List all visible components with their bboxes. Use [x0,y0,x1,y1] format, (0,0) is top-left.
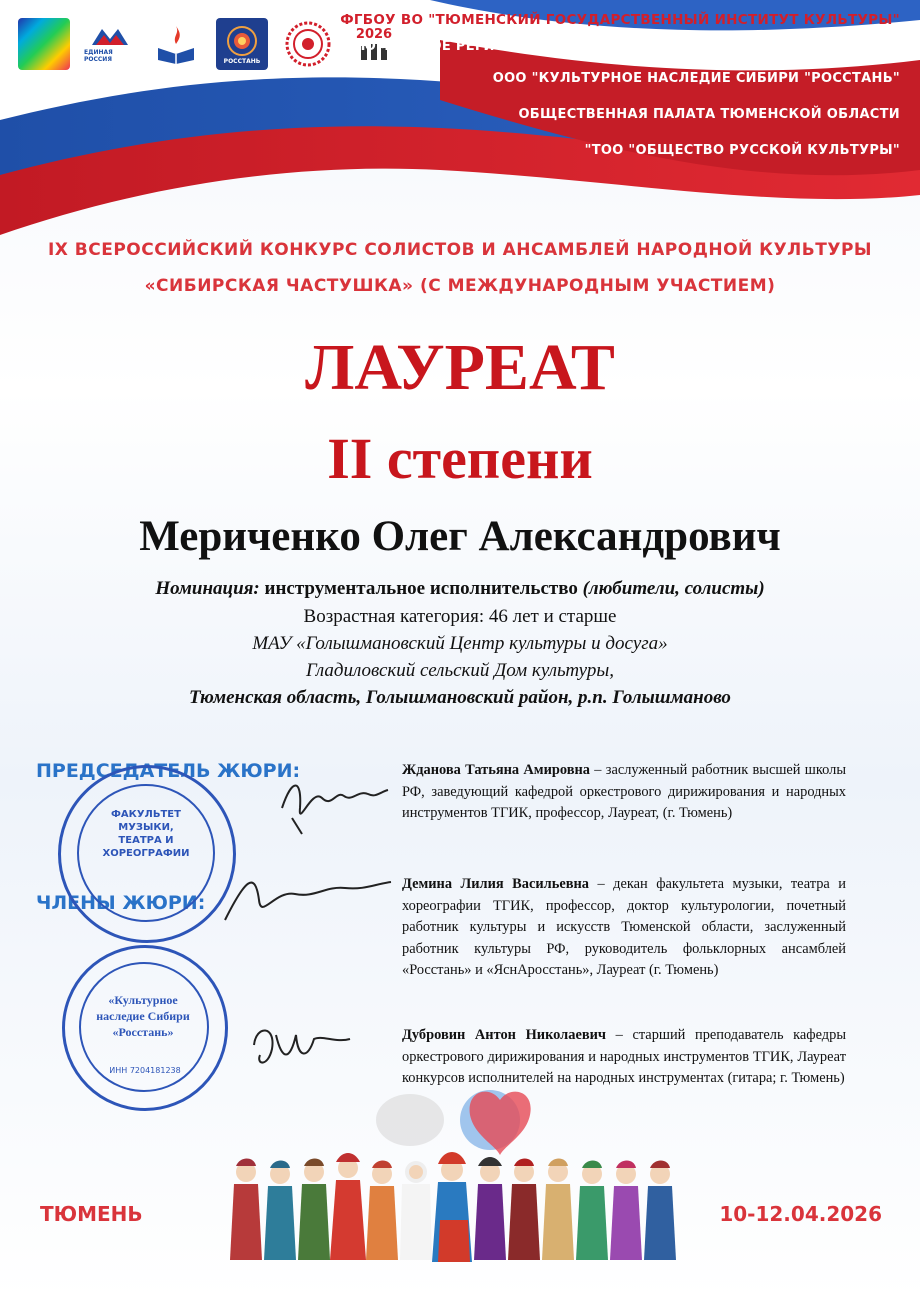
nomination-line [0,578,920,600]
nomination-value: инструментальное исполнительство [264,578,578,599]
edinaya-rossiya-logo-text: ЕДИНАЯ РОССИЯ [84,49,113,63]
book-flame-logo-icon [150,18,202,70]
signature-member-1 [215,870,395,930]
organizer-2: ТЮМЕНСКОЕ РЕГИОНАЛЬНОЕ ОТДЕЛЕНИЕ ПАРТИИ «ЕДИНАЯ РОССИЯ» [351,39,900,54]
organizer-1: ФГБОУ ВО "ТЮМЕНСКИЙ ГОСУДАРСТВЕННЫЙ ИНСТИТУТ КУЛЬТУРЫ" [340,12,900,28]
folk-dolls-illustration [222,1150,702,1270]
juror-1-description: – заслуженный работник высшей школы РФ, заведующий кафедрой оркестрового дирижирования и народных инструментов ТГИК, профессор, Лауреат, (г. Тюмень) [402,762,846,821]
branch: Гладиловский сельский Дом культуры, [306,660,614,681]
nomination-note: (любители, солисты) [582,578,765,599]
juror-1 [402,760,846,825]
rosstan-stamp-inn: ИНН 7204181238 [109,1066,181,1075]
balloons-decoration [370,1080,540,1160]
age-category: Возрастная категория: 46 лет и старше [303,606,617,627]
contest-title-line-1: IX ВСЕРОССИЙСКИЙ КОНКУРС СОЛИСТОВ И АНСАМБЛЕЙ НАРОДНОЙ КУЛЬТУРЫ [47,240,873,260]
footer-dates: 10-12.04.2026 [719,1202,882,1226]
juror-1-name: Жданова Татьяна Амировна [402,762,590,778]
award-degree: II степени [327,426,593,491]
edinaya-rossiya-logo-icon [84,18,136,70]
signature-chair [272,768,392,838]
juror-3-name: Дубровин Антон Николаевич [402,1027,607,1043]
contest-title-line-2: «СИБИРСКАЯ ЧАСТУШКА» (С МЕЖДУНАРОДНЫМ УЧАСТИЕМ) [144,276,776,296]
nomination-label: Номинация: [155,578,260,599]
rosstan-logo-text: РОССТАНЬ [223,57,261,65]
organizer-4: ОБЩЕСТВЕННАЯ ПАЛАТА ТЮМЕНСКОЙ ОБЛАСТИ [518,107,900,122]
institution: МАУ «Голышмановский Центр культуры и досуга» [252,633,668,654]
year-2026-logo-text: 2026 [355,26,393,42]
jury-members-label: ЧЛЕНЫ ЖЮРИ: [36,892,206,914]
institute-stamp-text: ФАКУЛЬТЕТ МУЗЫКИ, ТЕАТРА И ХОРЕОГРАФИИ [102,809,190,859]
location: Тюменская область, Голышмановский район, р.п. Голышманово [189,687,731,708]
rosstan-stamp [62,945,228,1111]
footer-city: ТЮМЕНЬ [40,1202,143,1226]
jury-chair-label: ПРЕДСЕДАТЕЛЬ ЖЮРИ: [36,760,301,782]
organizer-3: ООО "КУЛЬТУРНОЕ НАСЛЕДИЕ СИБИРИ "РОССТАНЬ" [492,71,900,86]
institute-stamp [58,765,236,943]
award-title: ЛАУРЕАТ [305,331,615,404]
juror-2-description: – декан факультета музыки, театра и хореографии ТГИК, профессор, доктор культурологии, почетный работник культуры и искусств Тюменской области, заслуженный работник культуры РФ, руководитель фольклорных ансамблей «Росстань» и «ЯснАросстань», Лауреат (г. Тюмень) [402,876,846,978]
rosstan-logo-icon [216,18,268,70]
rosstan-stamp-text: «Культурное наследие Сибири «Росстань» [96,993,190,1039]
red-emblem-logo-icon [282,18,334,70]
doll-figures [230,1152,676,1262]
recipient-name: Мериченко Олег Александрович [139,513,781,560]
spectrum-logo-icon [18,18,70,70]
juror-2 [402,874,846,982]
organizer-5: "ТОО "ОБЩЕСТВО РУССКОЙ КУЛЬТУРЫ" [584,143,900,158]
juror-3-description: – старший преподаватель кафедры оркестрового дирижирования и народных инструментов ТГИК, Лауреат конкурсов исполнителей на народных инструментах (гитара; г. Тюмень) [402,1027,846,1086]
juror-2-name: Демина Лилия Васильевна [402,876,589,892]
signature-member-2 [246,1015,356,1075]
